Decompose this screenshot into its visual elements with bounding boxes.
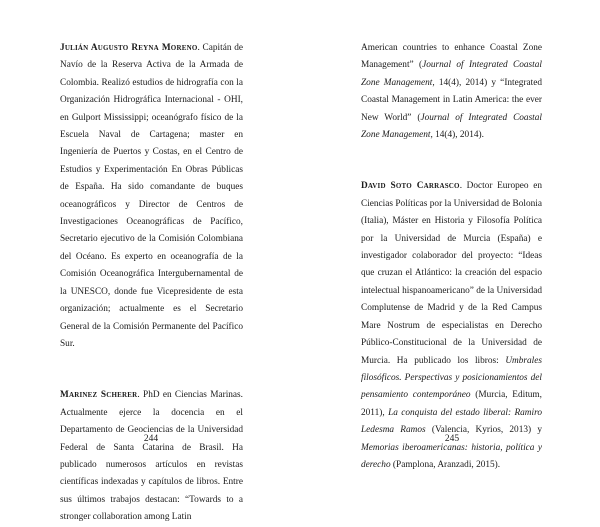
page-number: 245 xyxy=(444,434,460,444)
book-title: La conquista del estado liberal: Ramiro Ledesma Ramos xyxy=(361,407,543,436)
bio-text: , 14(4), 2014) y “Integrated Coastal Management in Latin America: the ever New World” ( xyxy=(361,77,542,123)
bio-julian-reyna xyxy=(60,40,243,353)
bio-text: (Valencia, Kyrios, 2013) y xyxy=(425,425,542,436)
journal-title: Journal of Integrated Coastal Zone Management xyxy=(361,60,542,88)
bio-text: (Murcia, Editum, 2011), xyxy=(361,390,542,418)
bio-continuation xyxy=(361,40,542,144)
right-column xyxy=(361,40,542,474)
bio-text: American countries to enhance Coastal Zone Management” ( xyxy=(361,43,542,71)
bio-text: (Pamplona, Aranzadi, 2015). xyxy=(390,459,501,470)
bio-david-soto xyxy=(361,178,542,474)
bio-text: . Doctor Europeo en Ciencias Políticas por la Universidad de Bolonia (Italia), Máster en Historia y Filosofía Política por la Universidad de Murcia (España) e investigador colaborador del proyecto: “Ideas que cruzan el Atlántico: la creación del espacio intelectual hispanoamericano” de la Universidad Complutense de Madrid y de la Red Campus Mare Nostrum de especialistas en Derecho Público-Constitucional de la Universidad de Murcia. Ha publicado los libros: xyxy=(361,181,542,366)
left-column xyxy=(60,40,243,527)
bio-text: . PhD en Ciencias Marinas. Actualmente ejerce la docencia en el Departamento de Geociencias de la Universidad Federal de Santa Catarina de Brasil. Ha publicado numerosos artículos en revistas científicas indexadas y capítulos de libros. Entre sus últimos trabajos destacan: “Towards to a stronger collaboration among Latin xyxy=(60,390,244,523)
author-name: David Soto Carrasco xyxy=(361,181,460,192)
author-name: Julián Augusto Reyna Moreno xyxy=(60,43,198,53)
bio-marinez-scherer xyxy=(60,387,243,526)
journal-title: Journal of Integrated Coastal Zone Management xyxy=(361,112,542,141)
book-title: Umbrales filosóficos. Perspectivas y posicionamientos del pensamiento contemporáneo xyxy=(361,355,542,401)
author-name: Marinez Scherer xyxy=(60,390,138,401)
page-number: 244 xyxy=(143,434,159,444)
bio-text: . Capitán de Navío de la Reserva Activa de la Armada de Colombia. Realizó estudios de hidrografía con la Organización Hidrográfica Internacional - OHI, en Gulport Mississippi; oceanógrafo físico de la Escuela Naval de Cartagena; master en Ingeniería de Puertos y Costas, en el Centro de Estudios y Experimentación En Obras Públicas de España. Ha sido comandante de buques oceanográficos y Director de Centros de Investigaciones Oceanográficas de Pacífico, Secretario ejecutivo de la Comisión Colombiana del Océano. Es experto en oceanografía de la Comisión Oceanográfica Intergubernamental de la UNESCO, donde fue Vicepresidente de esta organización; actualmente es el Secretario General de la Comisión Permanente del Pacífico Sur. xyxy=(60,43,243,349)
right-page xyxy=(300,0,600,479)
left-page xyxy=(0,0,300,523)
bio-text: , 14(4), 2014). xyxy=(430,130,484,141)
book-title: Memorias iberoamericanas: historia, política y derecho xyxy=(361,442,542,470)
